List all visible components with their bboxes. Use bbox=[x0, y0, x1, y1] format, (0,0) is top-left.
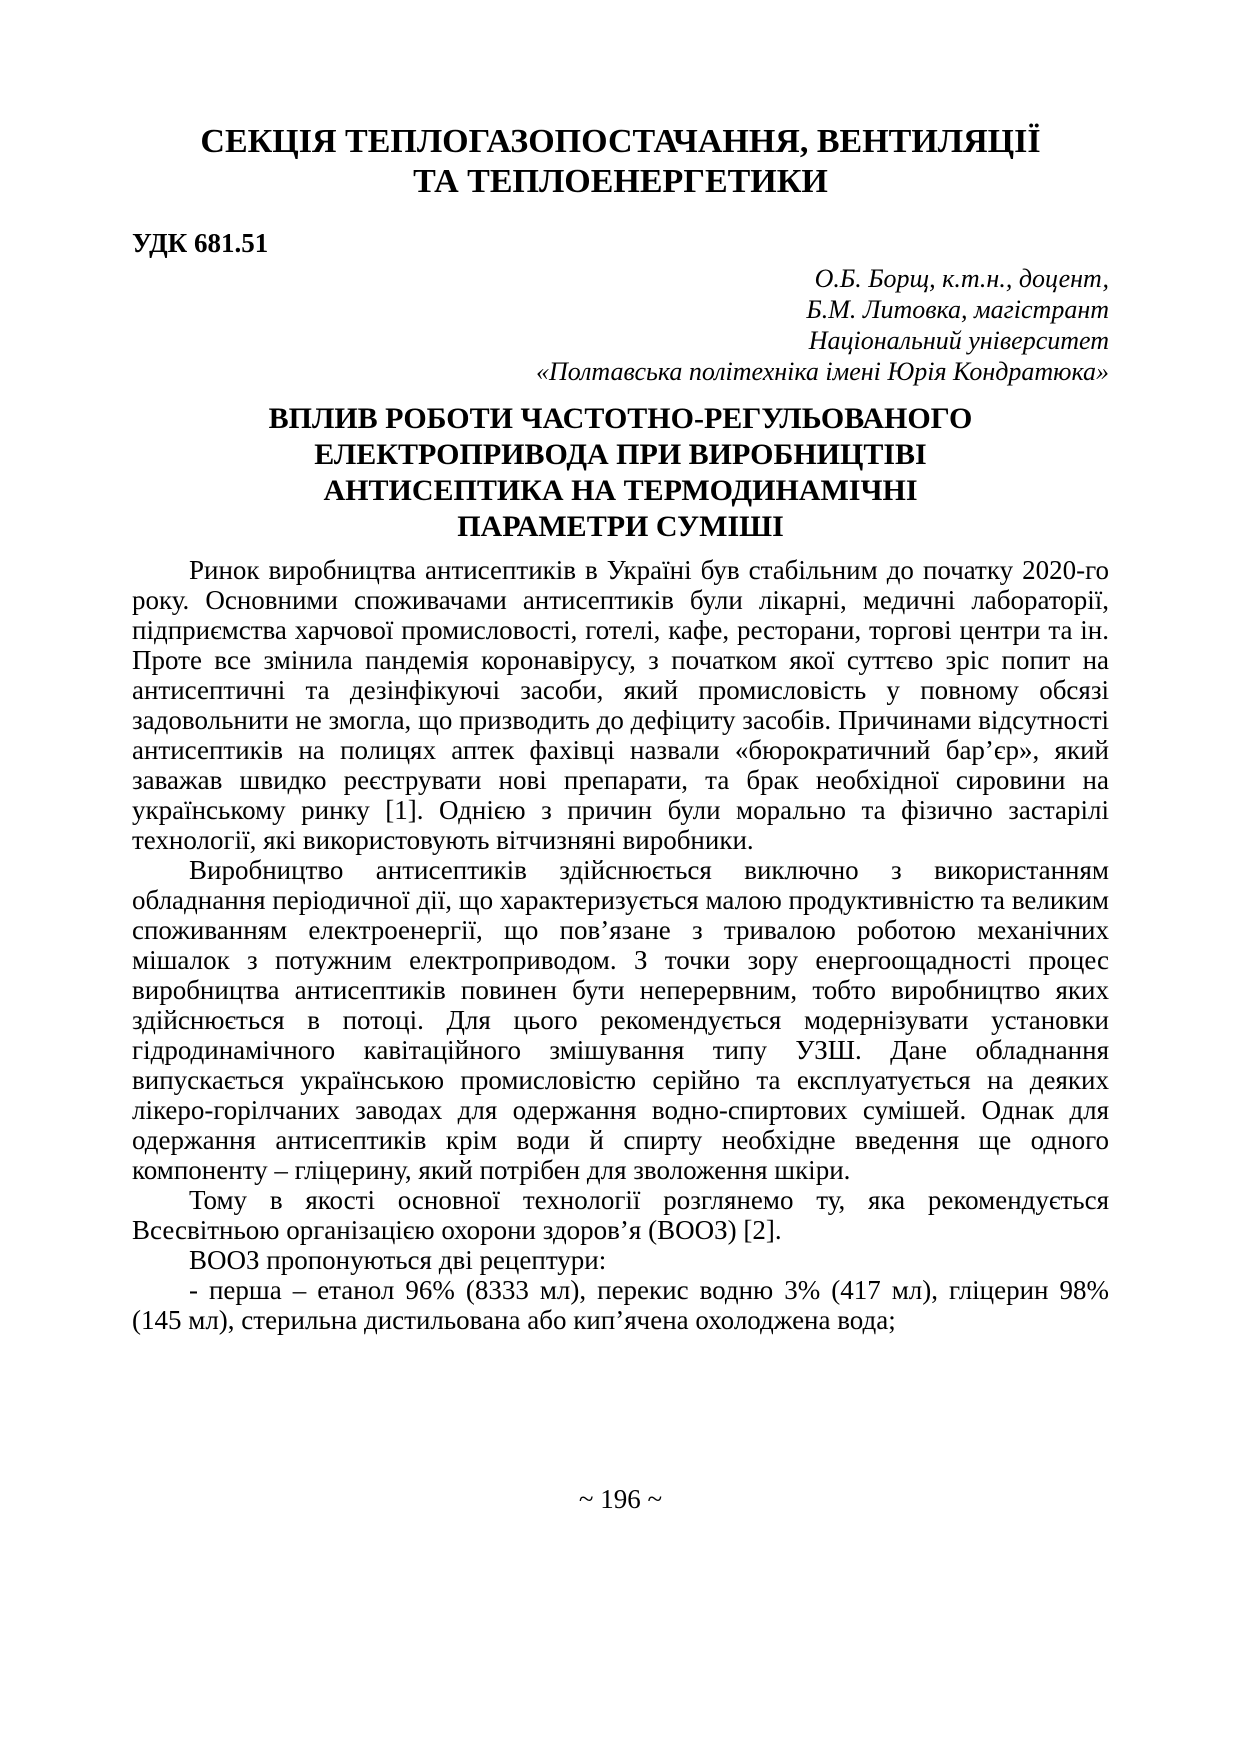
section-title bbox=[132, 122, 1109, 202]
section-title-line-1: СЕКЦІЯ ТЕПЛОГАЗОПОСТАЧАННЯ, ВЕНТИЛЯЦІЇ bbox=[200, 123, 1041, 160]
paragraph: - перша – етанол 96% (8333 мл), перекис водню 3% (417 мл), гліцерин 98% (145 мл), стерильна дистильована або кип’ячена охолоджена вода; bbox=[132, 1275, 1109, 1335]
page-number: ~ 196 ~ bbox=[578, 1484, 663, 1514]
article-title-line-4: ПАРАМЕТРИ СУМІШІ bbox=[457, 510, 784, 543]
section-title-line-2: ТА ТЕПЛОЕНЕРГЕТИКИ bbox=[413, 163, 828, 200]
article-title-line-3: АНТИСЕПТИКА НА ТЕРМОДИНАМІЧНІ bbox=[323, 474, 918, 507]
author-line: О.Б. Борщ, к.т.н., доцент, bbox=[814, 264, 1109, 293]
affiliation-line: «Полтавська політехніка імені Юрія Кондратюка» bbox=[535, 357, 1109, 386]
paragraph: Тому в якості основної технології розглянемо ту, яка рекомендується Всесвітньою організацією охорони здоров’я (ВООЗ) [2]. bbox=[132, 1185, 1109, 1245]
paragraph: ВООЗ пропонуються дві рецептури: bbox=[189, 1245, 607, 1275]
author-line: Б.М. Литовка, магістрант bbox=[806, 295, 1109, 324]
udc-code: УДК 681.51 bbox=[132, 228, 269, 258]
article-title bbox=[132, 401, 1109, 545]
affiliation-line: Національний університет bbox=[808, 326, 1109, 355]
article-title-line-2: ЕЛЕКТРОПРИВОДА ПРИ ВИРОБНИЦТІВІ bbox=[314, 438, 927, 471]
article-title-line-1: ВПЛИВ РОБОТИ ЧАСТОТНО-РЕГУЛЬОВАНОГО bbox=[268, 402, 973, 435]
paragraph: Ринок виробництва антисептиків в Україні був стабільним до початку 2020-го року. Основними споживачами антисептиків були лікарні, медичні лабораторії, підприємства харчової промисловості, готелі, кафе, ресторани, торгові центри та ін. Проте все змінила пандемія коронавірусу, з початком якої суттєво зріс попит на антисептичні та дезінфікуючі засоби, який промисловість у повному обсязі задовольнити не змогла, що призводить до дефіциту засобів. Причинами відсутності антисептиків на полицях аптек фахівці назвали «бюрократичний бар’єр», який заважав швидко реєструвати нові препарати, та брак необхідної сировини на українському ринку [1]. Однією з причин були морально та фізично застарілі технології, які використовують вітчизняні виробники. bbox=[132, 555, 1109, 855]
authors-block bbox=[132, 263, 1109, 387]
article-body bbox=[132, 555, 1109, 1335]
paragraph: Виробництво антисептиків здійснюється виключно з використанням обладнання періодичної дії, що характеризується малою продуктивністю та великим споживанням електроенергії, що пов’язане з тривалою роботою механічних мішалок з потужним електроприводом. З точки зору енергоощадності процес виробництва антисептиків повинен бути неперервним, тобто виробництво яких здійснюється в потоці. Для цього рекомендується модернізувати установки гідродинамічного кавітаційного змішування типу УЗШ. Дане обладнання випускається українською промисловістю серійно та експлуатується на деяких лікеро-горілчаних заводах для одержання водно-спиртових сумішей. Однак для одержання антисептиків крім води й спирту необхідне введення ще одного компоненту – гліцерину, який потрібен для зволоження шкіри. bbox=[132, 855, 1109, 1185]
